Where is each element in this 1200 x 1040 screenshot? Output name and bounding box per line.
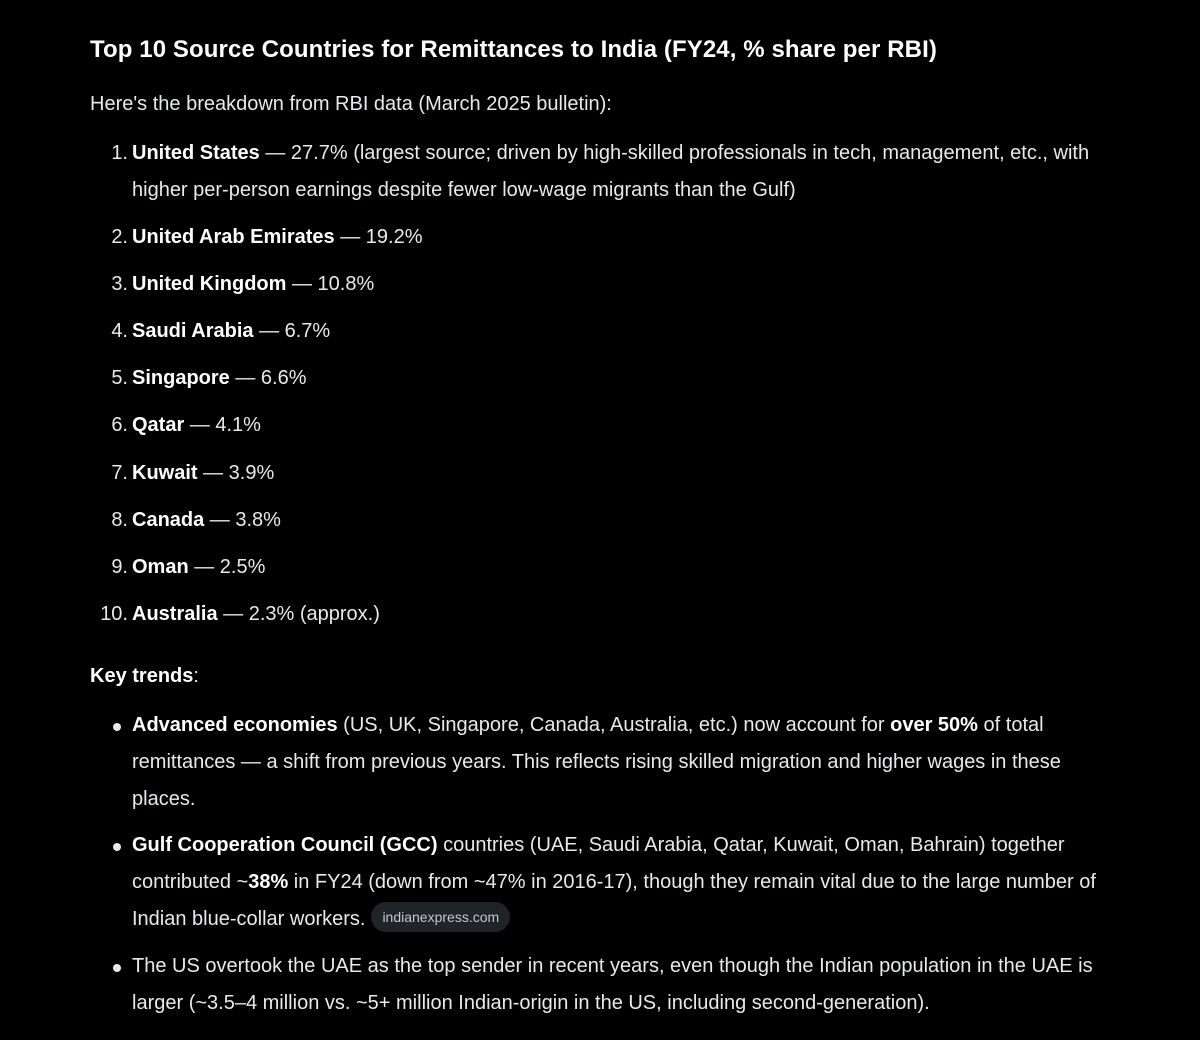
trend-text: in FY24 (down from ~47% in 2016-17), though they remain vital due to the large number of Indian blue-collar workers. [132, 871, 1096, 930]
country-share: — 10.8% [286, 273, 375, 295]
page-title: Top 10 Source Countries for Remittances to India (FY24, % share per RBI) [90, 36, 937, 63]
list-item-text [132, 596, 1122, 633]
country-name: Saudi Arabia [132, 320, 254, 342]
country-share: — 6.7% [253, 320, 331, 342]
country-name: Oman [132, 556, 189, 578]
list-item-number: 1. [111, 142, 128, 164]
list-item-text: The US overtook the UAE as the top sender in recent years, even though the Indian population in the UAE is larger (~3.5–4 million vs. ~5+ million Indian-origin in the US, including second-generation). [132, 955, 1093, 1014]
trend-bold-figure: over 50% [890, 714, 978, 736]
list-item-number: 9. [111, 556, 128, 578]
list-item-text [132, 360, 1122, 397]
key-trends-colon: : [193, 665, 199, 687]
list-item-number: 7. [111, 462, 128, 484]
list-item-number: 8. [111, 509, 128, 531]
trend-text: (US, UK, Singapore, Canada, Australia, etc.) now account for [337, 714, 891, 736]
list-item [90, 407, 1120, 444]
list-item-text [132, 407, 1122, 444]
trend-text: of total remittances — a shift from previous years. This reflects rising skilled migration and higher wages in these places. [132, 714, 1061, 810]
list-item-text [132, 266, 1122, 303]
list-item [90, 596, 1120, 633]
list-item-text [132, 549, 1122, 586]
list-item [90, 707, 1120, 818]
country-name: Australia [132, 603, 218, 625]
list-item-number: 10. [100, 603, 128, 625]
list-item-text [132, 827, 1122, 938]
trend-bold-lead: Gulf Cooperation Council (GCC) [132, 834, 438, 856]
list-item-text [132, 313, 1122, 350]
key-trends-heading-text: Key trends [90, 665, 194, 687]
list-item [90, 827, 1120, 938]
country-share: — 2.5% [188, 556, 266, 578]
country-share: — 27.7% (largest source; driven by high-skilled professionals in tech, management, etc., with higher per-person earnings despite fewer low-wage migrants than the Gulf) [132, 142, 1090, 201]
list-item [90, 455, 1120, 492]
country-share: — 3.8% [204, 509, 281, 531]
source-citation-chip[interactable]: indianexpress.com [371, 902, 510, 932]
list-item-number: 3. [111, 273, 128, 295]
list-item-number: 6. [111, 414, 128, 436]
country-name: United Kingdom [132, 273, 287, 295]
list-item [90, 266, 1120, 303]
country-name: United States [132, 142, 260, 164]
country-share: — 3.9% [197, 462, 275, 484]
list-item-number: 5. [111, 367, 128, 389]
list-item-number: 4. [111, 320, 128, 342]
list-item-text [132, 502, 1122, 539]
list-item [90, 313, 1120, 350]
country-name: Canada [132, 509, 205, 531]
list-item-text [132, 219, 1122, 256]
list-item [90, 135, 1120, 209]
bullet-dot [113, 964, 121, 972]
list-item-number: 2. [111, 226, 128, 248]
key-trends-heading [90, 665, 199, 688]
list-item [90, 360, 1120, 397]
intro-text: Here's the breakdown from RBI data (March 2025 bulletin): [90, 93, 612, 115]
country-name: Qatar [132, 414, 185, 436]
list-item [90, 549, 1120, 586]
bullet-dot [113, 723, 121, 731]
country-name: United Arab Emirates [132, 226, 335, 248]
trend-text: countries (UAE, Saudi Arabia, Qatar, Kuwait, Oman, Bahrain) together contributed ~ [132, 834, 1065, 893]
list-item-text [132, 455, 1122, 492]
country-share: — 4.1% [184, 414, 261, 436]
country-share: — 2.3% (approx.) [217, 603, 380, 625]
trend-bold-figure: 38% [248, 871, 289, 893]
country-share: — 6.6% [229, 367, 307, 389]
list-item [90, 219, 1120, 256]
country-share: — 19.2% [334, 226, 423, 248]
list-item-text [132, 707, 1122, 818]
bullet-dot [113, 843, 121, 851]
country-name: Singapore [132, 367, 230, 389]
list-item-text [132, 135, 1122, 209]
country-name: Kuwait [132, 462, 198, 484]
list-item [90, 502, 1120, 539]
list-item [90, 948, 1120, 1022]
trend-bold-lead: Advanced economies [132, 714, 338, 736]
